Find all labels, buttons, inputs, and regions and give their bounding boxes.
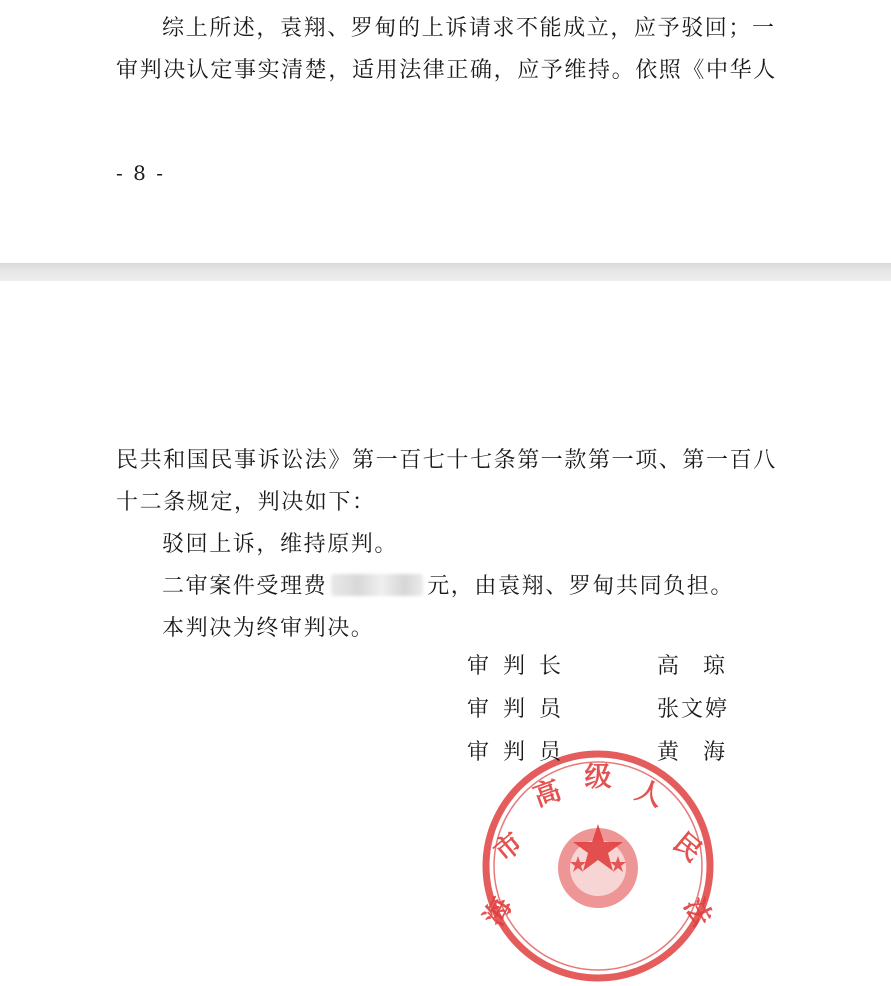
paragraph-line: 民共和国民事诉讼法》第一百七十七条第一款第一项、第一百八 <box>116 448 777 473</box>
signature-title: 审判员 <box>467 697 576 722</box>
seal-char: 人 <box>630 774 667 814</box>
paragraph-line: 审判决认定事实清楚，适用法律正确，应予维持。依照《中华人 <box>116 58 777 83</box>
paragraph-line: 综上所述，袁翔、罗甸的上诉请求不能成立，应予驳回；一 <box>162 16 776 41</box>
fee-line <box>162 572 832 602</box>
signature-title: 审判员 <box>467 740 576 765</box>
seal-char: 海 <box>478 892 519 932</box>
fee-label: 二审案件受理费 <box>162 574 328 599</box>
document-page-8 <box>0 0 891 263</box>
final-judgment-line: 本判决为终审判决。 <box>162 616 375 641</box>
ruling-line: 驳回上诉，维持原判。 <box>162 532 399 557</box>
seal-char: 法 <box>677 892 718 932</box>
page-number: - 8 - <box>116 161 165 185</box>
redacted-amount <box>331 574 423 596</box>
signature-title: 审判长 <box>467 654 576 679</box>
paragraph-line: 十二条规定，判决如下： <box>116 490 376 515</box>
signature-name: 高琼 <box>657 654 750 679</box>
seal-char: 高 <box>529 774 566 814</box>
seal-char: 民 <box>667 826 708 869</box>
seal-char: 市 <box>488 826 529 869</box>
seal-char: 级 <box>584 762 612 793</box>
signature-name: 黄海 <box>657 740 750 765</box>
page-separator <box>0 263 891 281</box>
signature-name: 张文婷 <box>657 697 730 722</box>
fee-remainder: 元，由袁翔、罗甸共同负担。 <box>427 574 735 599</box>
document-page-9 <box>0 281 891 932</box>
court-seal <box>478 746 718 986</box>
